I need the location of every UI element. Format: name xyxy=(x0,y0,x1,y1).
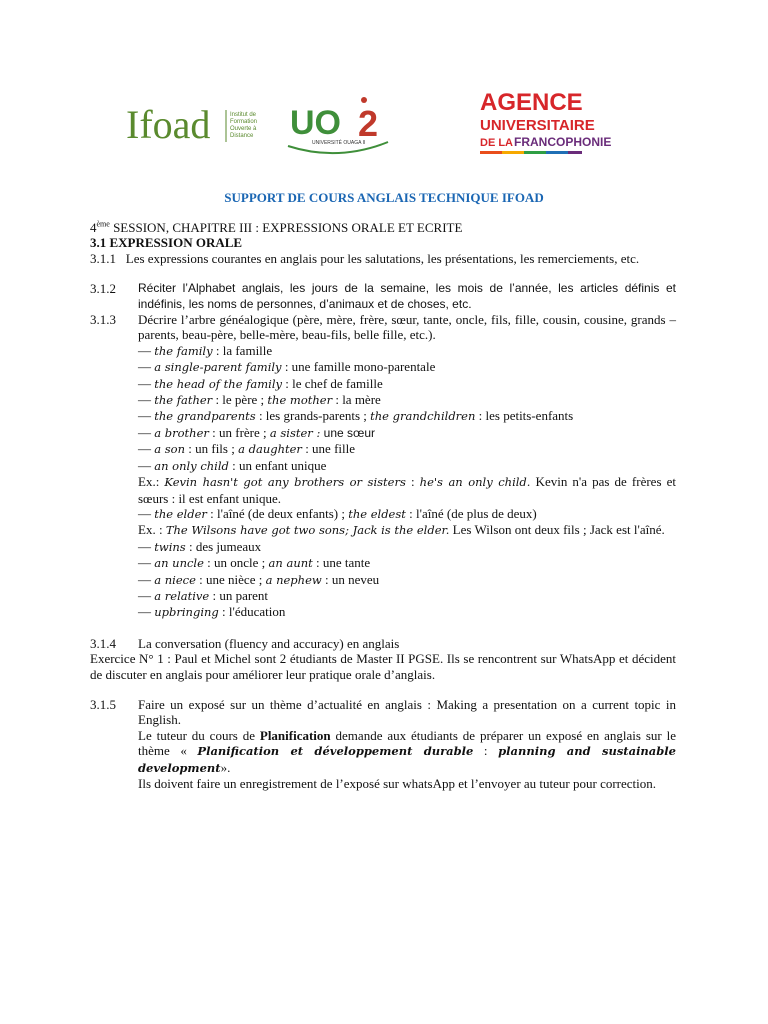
auf-logo-line1: AGENCE xyxy=(480,89,583,116)
list-item: — the elder : l'aîné (de deux enfants) ; the eldest : l'aîné (de plus de deux) xyxy=(138,505,537,521)
item-text: La conversation (fluency and accuracy) en anglais xyxy=(138,635,400,651)
list-item: — the head of the family : le chef de famille xyxy=(138,375,383,391)
list-item: — twins : des jumeaux xyxy=(138,538,262,554)
auf-logo xyxy=(478,88,612,160)
logo-bar xyxy=(0,84,768,164)
auf-logo-line3b: FRANCOPHONIE xyxy=(514,135,612,149)
ifoad-logo-sub-1: Institut de xyxy=(230,112,257,118)
uo2-logo xyxy=(282,92,394,158)
item-text: Décrire l’arbre généalogique (père, mère, frère, sœur, tante, oncle, fils, fille, cousin, cousine, grands – parents, beau-père, belle-mère, beau-fils, belle fille, etc.). xyxy=(138,312,676,343)
page-title: SUPPORT DE COURS ANGLAIS TECHNIQUE IFOAD xyxy=(224,190,544,205)
ifoad-logo-sub-2: Formation xyxy=(230,119,258,125)
uo2-logo-digit: 2 xyxy=(358,103,379,144)
item-3-1-4 xyxy=(90,636,676,651)
list-item: — upbringing : l'éducation xyxy=(138,604,286,620)
item-number: 3.1.3 xyxy=(90,312,116,328)
list-item: — a relative : un parent xyxy=(138,587,269,603)
item-text: Réciter l’Alphabet anglais, les jours de la semaine, les mois de l’année, les articles définis et indéfinis, les noms de personnes, d’animaux et de choses, etc. xyxy=(138,281,676,311)
session-heading xyxy=(90,220,676,235)
ifoad-logo-sub-4: Distance xyxy=(230,133,254,139)
item-number: 3.1.2 xyxy=(90,281,116,297)
list-item: — the grandparents : les grands-parents ; the grandchildren : les petits-enfants xyxy=(138,408,574,424)
list-item: — the family : la famille xyxy=(138,342,273,358)
item-number: 3.1.5 xyxy=(90,696,116,712)
course-content xyxy=(90,220,676,791)
list-item: — a single-parent family : une famille mono-parentale xyxy=(138,359,436,375)
uo2-logo-text: UO xyxy=(290,104,341,142)
list-item: — a brother : un frère ; a sister : une sœur xyxy=(138,424,376,440)
item-3-1-5 xyxy=(90,697,676,791)
item-text: Faire un exposé sur un thème d’actualité en anglais : Making a presentation on a current topic in English. xyxy=(138,696,676,728)
uo2-logo-sub: UNIVERSITÉ OUAGA II xyxy=(312,140,366,146)
item-3-1-2 xyxy=(90,281,676,312)
list-item: — the father : le père ; the mother : la mère xyxy=(138,392,381,408)
example-1: Ex.: Kevin hasn't got any brothers or sisters : he's an only child. Kevin n'a pas de frères et sœurs : il est enfant unique. xyxy=(138,474,676,506)
item-number: 3.1.4 xyxy=(90,635,116,651)
ifoad-logo xyxy=(126,92,262,152)
item-3-1-1 xyxy=(90,251,676,266)
list-item: — a niece : une nièce ; a nephew : un neveu xyxy=(138,571,380,587)
section-heading-3-1: 3.1 EXPRESSION ORALE xyxy=(90,235,243,251)
ifoad-logo-sub-3: Ouverte à xyxy=(230,126,257,132)
exercise-text: Exercice N° 1 : Paul et Michel sont 2 étudiants de Master II PGSE. Ils se rencontrent sur WhatsApp et décident de discuter en anglais pour améliorer leur pratique orale d’anglais. xyxy=(90,651,676,682)
ifoad-logo-text: Ifoad xyxy=(126,102,211,147)
vocabulary-list xyxy=(90,343,676,621)
auf-logo-line3a: DE LA xyxy=(480,137,513,149)
session-text: SESSION, CHAPITRE III : EXPRESSIONS ORALE ET ECRITE xyxy=(109,220,463,235)
session-sup: ème xyxy=(96,219,110,229)
list-item: — an only child : un enfant unique xyxy=(138,457,327,473)
list-item: — a son : un fils ; a daughter : une fille xyxy=(138,441,356,457)
item-3-1-3 xyxy=(90,312,676,343)
auf-logo-line2: UNIVERSITAIRE xyxy=(480,117,595,134)
item-paragraph-2: Ils doivent faire un enregistrement de l’exposé sur whatsApp et l’envoyer au tuteur pour correction. xyxy=(138,776,657,791)
session-number: 4 xyxy=(90,220,97,235)
item-paragraph-1: Le tuteur du cours de Planification demande aux étudiants de préparer un exposé en anglais sur le thème « Planification et développement durable : planning and sustainable development». xyxy=(138,727,677,775)
example-2: Ex. : The Wilsons have got two sons; Jack is the elder. Les Wilson ont deux fils ; Jack est l'aîné. xyxy=(138,522,665,538)
item-number: 3.1.1 xyxy=(90,250,116,266)
list-item: — an uncle : un oncle ; an aunt : une tante xyxy=(138,555,371,571)
item-text: Les expressions courantes en anglais pour les salutations, les présentations, les remerciements, etc. xyxy=(125,250,640,266)
